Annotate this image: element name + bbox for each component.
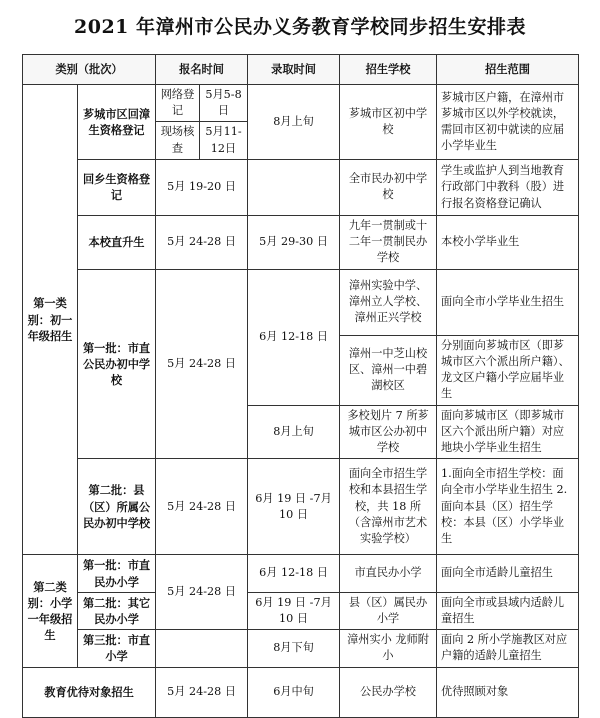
school: 漳州实小 龙师附小 [340,630,437,667]
table-row [23,592,579,629]
sub-category: 第一批：市直民办小学 [78,555,156,592]
table-header-row [23,55,579,85]
header-scope: 招生范围 [437,55,579,85]
table-row [23,85,579,122]
signup-date-placeholder [156,630,248,667]
school: 漳州一中芝山校区、漳州一中碧湖校区 [340,335,437,405]
scope: 学生或监护人到当地教育行政部门中教科（股）进行报名资格登记确认 [437,159,579,215]
scope: 面向全市或县域内适龄儿童招生 [437,592,579,629]
admit-time: 6月 19 日 -7月 10 日 [248,592,340,629]
school: 芗城市区初中学校 [340,85,437,160]
signup-date: 5月5-8日 [200,85,248,122]
admit-time: 8月上旬 [248,85,340,160]
signup-date: 5月 24-28 日 [156,215,248,269]
header-school: 招生学校 [340,55,437,85]
table-row [23,459,579,507]
table-row [23,630,579,667]
school: 多校划片 7 所芗城市区公办初中学校 [340,405,437,459]
scope: 面向芗城市区（即芗城市区六个派出所户籍）对应地块小学毕业生招生 [437,405,579,459]
admit-time: 6月 12-18 日 [248,555,340,592]
sub-category: 第三批：市直小学 [78,630,156,667]
enrollment-schedule-table [22,54,579,718]
signup-date: 5月11-12日 [200,122,248,159]
sub-category: 第二批：县（区）所属公民办初中学校 [78,459,156,555]
scope: 分别面向芗城市区（即芗城市区六个派出所户籍）、龙文区户籍小学应届毕业生 [437,335,579,405]
sub-category: 本校直升生 [78,215,156,269]
admit-time: 5月 29-30 日 [248,215,340,269]
scope: 芗城市区户籍，在漳州市芗城市区以外学校就读，需回市区初中就读的应届小学毕业生 [437,85,579,160]
scope: 面向全市适龄儿童招生 [437,555,579,592]
table-row [23,159,579,215]
admit-time: 6月中旬 [248,667,340,717]
admit-time: 6月 12-18 日 [248,269,340,405]
sub-category: 芗城市区回漳生资格登记 [78,85,156,160]
group-label: 教育优待对象招生 [23,667,156,717]
scope: 1.面向全市招生学校：面向全市小学毕业生招生 2.面向本县（区）招生学校：本县（区）小学毕业生 [437,459,579,555]
sub-category: 第一批：市直公民办初中学校 [78,269,156,459]
table-row [23,269,579,335]
signup-method: 网络登记 [156,85,200,122]
signup-method: 现场核查 [156,122,200,159]
school: 市直民办小学 [340,555,437,592]
admit-time: 8月下旬 [248,630,340,667]
signup-date: 5月 19-20 日 [156,159,248,215]
scope: 本校小学毕业生 [437,215,579,269]
scope: 面向 2 所小学施教区对应户籍的适龄儿童招生 [437,630,579,667]
header-admit: 录取时间 [248,55,340,85]
school: 县（区）属民办小学 [340,592,437,629]
admit-time [248,159,340,215]
header-category: 类别（批次） [23,55,156,85]
signup-date: 5月 24-28 日 [156,555,248,630]
header-signup: 报名时间 [156,55,248,85]
school: 九年一贯制或十二年一贯制民办学校 [340,215,437,269]
group-label: 第二类别：小学一年级招生 [23,555,78,667]
group-label: 第一类别：初一年级招生 [23,85,78,555]
school: 面向全市招生学校和本县招生学校，共 18 所（含漳州市艺术实验学校） [340,459,437,555]
page-title: 2021 年漳州市公民办义务教育学校同步招生安排表 [74,16,526,38]
school: 公民办学校 [340,667,437,717]
table-row [23,555,579,592]
signup-date: 5月 24-28 日 [156,269,248,459]
table-row [23,667,579,717]
signup-date: 5月 24-28 日 [156,459,248,555]
signup-date: 5月 24-28 日 [156,667,248,717]
scope: 面向全市小学毕业生招生 [437,269,579,335]
admit-time: 8月上旬 [248,405,340,459]
sub-category: 回乡生资格登记 [78,159,156,215]
scope: 优待照顾对象 [437,667,579,717]
school: 全市民办初中学校 [340,159,437,215]
table-row [23,215,579,269]
sub-category: 第二批：其它民办小学 [78,592,156,629]
admit-time: 6月 19 日 -7月 10 日 [248,459,340,555]
school: 漳州实验中学、漳州立人学校、漳州正兴学校 [340,269,437,335]
